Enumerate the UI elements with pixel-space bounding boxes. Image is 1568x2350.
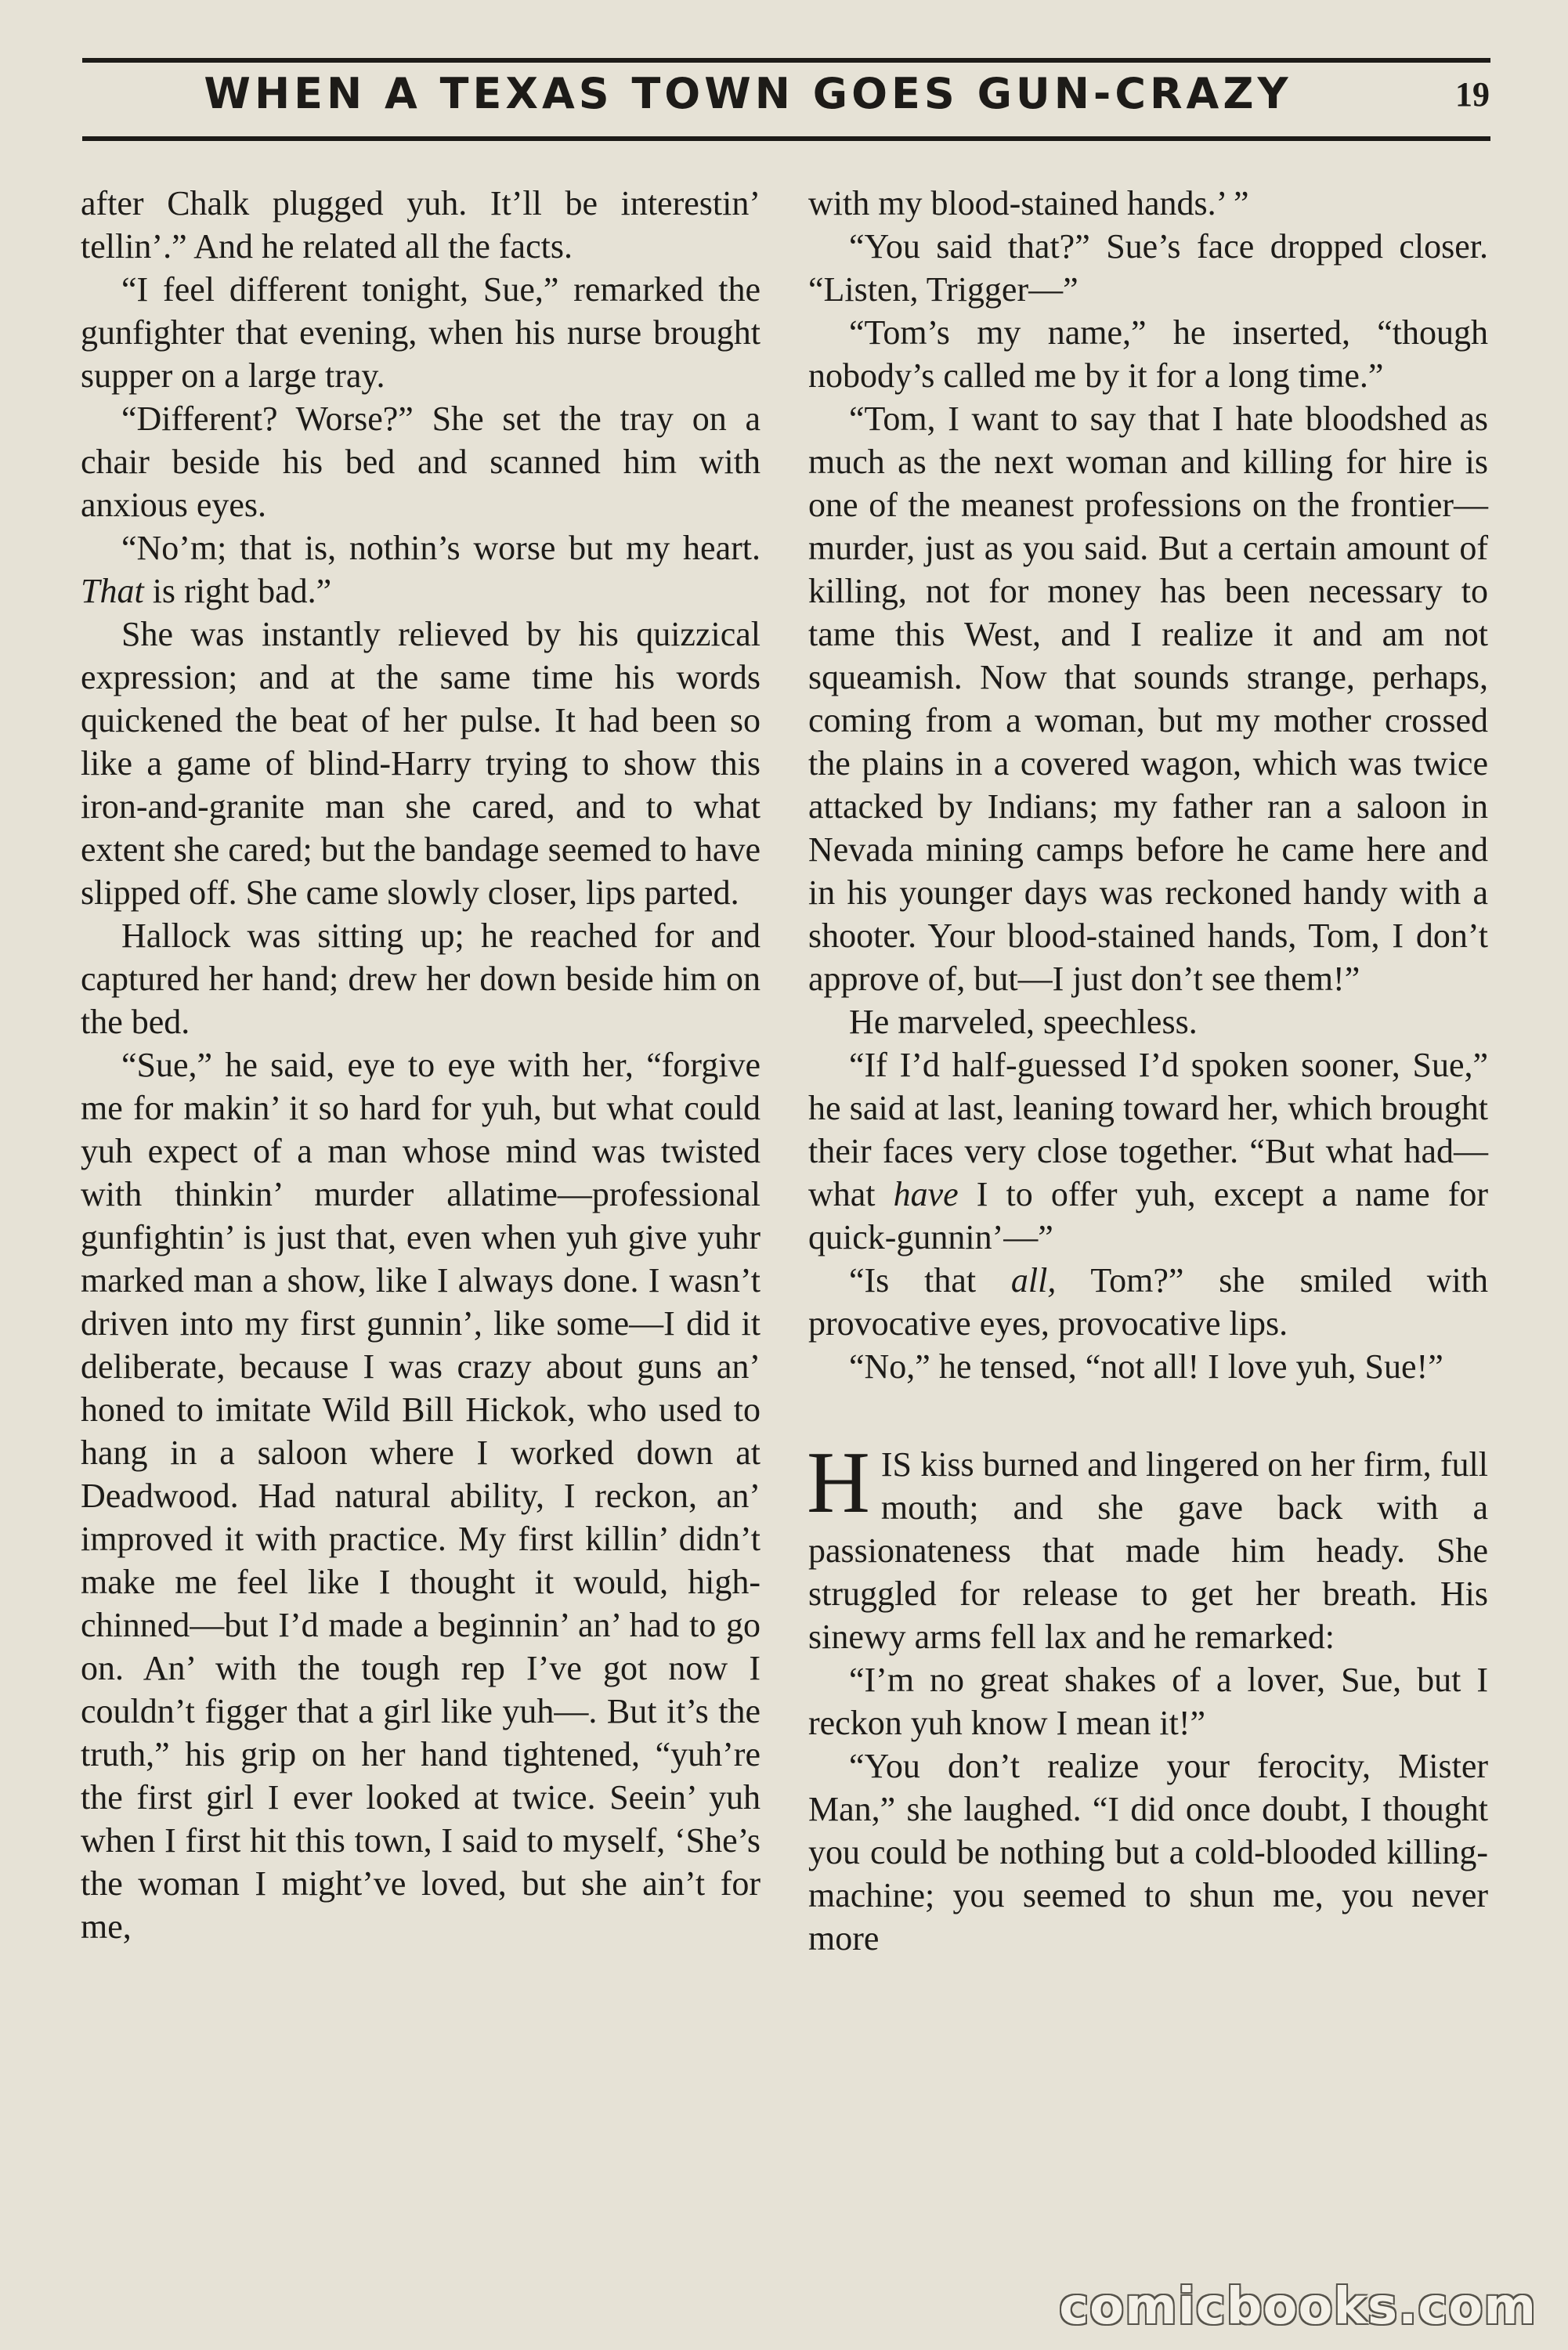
paragraph: after Chalk plugged yuh. It’ll be interestin’ tellin’.” And he related all the facts.: [81, 184, 761, 266]
paragraph: [808, 1259, 1488, 1345]
text-run: “If I’d half-guessed I’d spoken sooner, Sue,” he said at last, leaning toward her, which brought their faces very close together. “But what had—what: [808, 1046, 1488, 1213]
text-run: I to offer yuh, except a name for quick-gunnin’—”: [808, 1175, 1489, 1256]
paragraph: with my blood-stained hands.’ ”: [808, 184, 1249, 222]
text-run: is right bad.”: [143, 572, 332, 610]
paragraph: “Tom, I want to say that I hate bloodshed as much as the next woman and killing for hire is one of the meanest professions on the frontier—murder, just as you said. But a certain amount of killing, not for money has been necessary to tame this West, and I realize it and am not squeamish. Now that sounds strange, perhaps, coming from a woman, but my mother crossed the plains in a covered wagon, which was twice attacked by Indians; my father ran a saloon in Nevada mining camps before he came here and in his younger days was reckoned handy with a shooter. Your blood-stained hands, Tom, I don’t approve of, but—I just don’t see them!”: [808, 400, 1488, 998]
drop-cap: H: [807, 1434, 870, 1531]
paragraph: She was instantly relieved by his quizzical expression; and at the same time his words quickened the beat of her pulse. It had been so like a game of blind-Harry trying to show this iron-and-granite man she cared, and to what extent she cared; but the bandage seemed to have slipped off. She came slowly closer, lips parted.: [81, 615, 761, 912]
paragraph: [81, 526, 761, 613]
header-rule-bottom: [82, 136, 1490, 141]
paragraph: [808, 1043, 1488, 1259]
running-header-title: WHEN A TEXAS TOWN GOES GUN-CRAZY: [204, 69, 1292, 118]
text-run: IS kiss burned and lingered on her firm, full mouth; and she gave back with a passionateness that made him heady. She struggled for release to get her breath. His sinewy arms fell lax and he remarked:: [808, 1445, 1488, 1656]
paragraph: “Different? Worse?” She set the tray on a chair beside his bed and scanned him with anxious eyes.: [81, 400, 761, 524]
paragraph: “I’m no great shakes of a lover, Sue, but I reckon yuh know I mean it!”: [808, 1661, 1488, 1742]
paragraph: “Tom’s my name,” he inserted, “though nobody’s called me by it for a long time.”: [808, 313, 1488, 395]
paragraph: “No,” he tensed, “not all! I love yuh, Sue!”: [849, 1347, 1443, 1386]
section-paragraph: [807, 1434, 1488, 1658]
paragraph: “I feel different tonight, Sue,” remarked the gunfighter that evening, when his nurse brought supper on a large tray.: [81, 270, 761, 395]
paragraph: Hallock was sitting up; he reached for and captured her hand; drew her down beside him on the bed.: [81, 916, 761, 1041]
left-column: [81, 182, 761, 1948]
paragraph: “You said that?” Sue’s face dropped closer. “Listen, Trigger—”: [808, 227, 1488, 309]
right-column: [808, 182, 1488, 1960]
text-run: “Is that: [849, 1261, 1011, 1300]
paragraph: “Sue,” he said, eye to eye with her, “forgive me for makin’ it so hard for yuh, but what could yuh expect of a man whose mind was twisted with thinkin’ murder allatime—professional gunfightin’ is just that, even when yuh give yuhr marked man a show, like I always done. I wasn’t driven into my first gunnin’, like some—I did it deliberate, because I was crazy about guns an’ honed to imitate Wild Bill Hickok, who used to hang in a saloon where I worked down at Deadwood. Had natural ability, I reckon, an’ improved it with practice. My first killin’ didn’t make me feel like I thought it would, high-chinned—but I’d made a beginnin’ an’ had to go on. An’ with the tough rep I’ve got now I couldn’t figger that a girl like yuh—. But it’s the truth,” his grip on her hand tightened, “yuh’re the first girl I ever looked at twice. Seein’ yuh when I first hit this town, I said to myself, ‘She’s the woman I might’ve loved, but she ain’t for me,: [81, 1046, 761, 1946]
watermark: comicbooks.com: [1059, 2278, 1537, 2336]
paragraph: “You don’t realize your ferocity, Mister Man,” she laughed. “I did once doubt, I thought you could be nothing but a cold-blooded killing-machine; you seemed to shun me, you never more: [808, 1747, 1488, 1958]
text-run: “No’m; that is, nothin’s worse but my heart.: [121, 529, 761, 567]
page-number: 19: [1455, 75, 1490, 114]
text-run: Tom?” she smiled with provocative eyes, provocative lips.: [808, 1261, 1488, 1343]
italic-text: That: [81, 572, 144, 610]
header-rule-top: [82, 58, 1490, 63]
italic-text: all,: [1010, 1261, 1057, 1300]
italic-text: have: [893, 1175, 959, 1213]
paragraph: He marveled, speechless.: [849, 1003, 1198, 1041]
